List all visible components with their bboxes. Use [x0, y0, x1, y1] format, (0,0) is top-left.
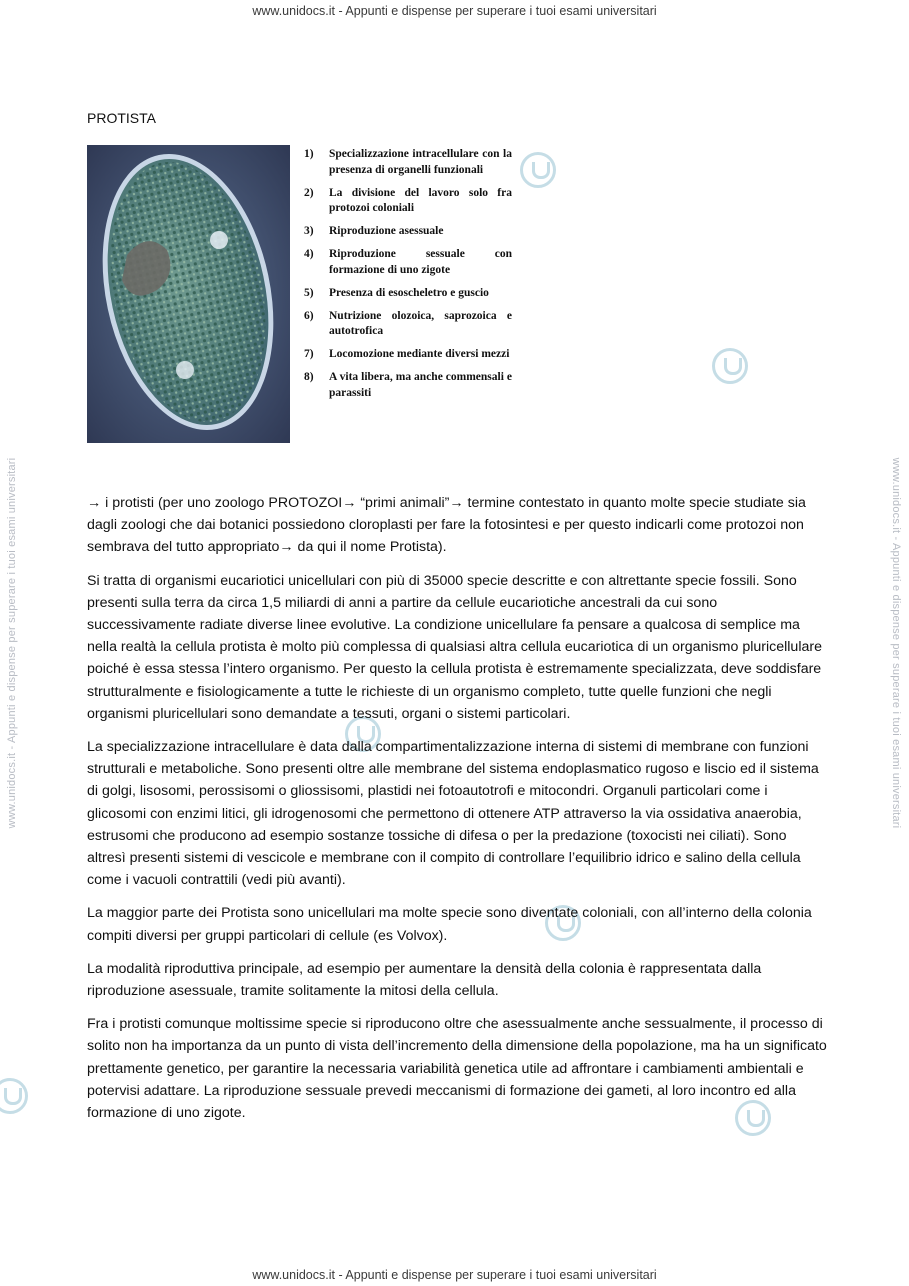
page-title: PROTISTA [87, 110, 156, 126]
left-side-watermark: www.unidocs.it - Appunti e dispense per superare i tuoi esami universitari [6, 457, 18, 829]
paragraph-intro: → i protisti (per uno zoologo PROTOZOI→ “primi animali”→ termine contestato in quanto molte specie studiate sia dagli zoologi che dai botanici possiedono cloroplasti per fare la fotosintesi e per questo indicarli come protozoi non sembrava del tutto appropriato→ da qui il nome Protista). [87, 495, 806, 556]
list-item-text: Riproduzione sessuale con formazione di uno zigote [329, 248, 512, 276]
right-side-watermark: www.unidocs.it - Appunti e dispense per superare i tuoi esami universitari [890, 457, 902, 829]
paragraph-overview: Si tratta di organismi eucariotici unicellulari con più di 35000 specie descritte e con altrettante specie fossili. Sono presenti sulla terra da circa 1,5 miliardi di anni a partire da cellule eucariotiche ancestrali da cui sono successivamente radiate diverse linee evolutive. La condizione unicellulare fa pensare a qualcosa di semplice ma nella realtà la cellula protista è molto più complessa di qualsiasi altra cellula eucariotica di un organismo pluricellulare poiché è essa stessa l’intero organismo. Per questo la cellula protista è estremamente specializzata, deve soddisfare strutturalmente e fisiologicamente a tutte le richieste di un organismo completo, tutte quelle funzioni che negli organismi pluricellulari sono demandate a tessuti, organi o sistemi particolari. [87, 572, 822, 722]
watermark-logo-icon [0, 1078, 28, 1114]
list-item-number: 8) [304, 371, 314, 383]
list-item-number: 3) [304, 225, 314, 237]
list-item-number: 2) [304, 186, 314, 199]
list-item-text: Specializzazione intracellulare con la presenza di organelli funzionali [329, 148, 512, 176]
header-watermark: www.unidocs.it - Appunti e dispense per superare i tuoi esami universitari [252, 4, 657, 18]
list-item [304, 186, 512, 217]
list-item-number: 1) [304, 148, 314, 160]
list-item-number: 7) [304, 348, 314, 360]
list-item [304, 370, 512, 401]
list-item-text: Riproduzione asessuale [329, 225, 444, 237]
footer-watermark: www.unidocs.it - Appunti e dispense per superare i tuoi esami universitari [252, 1268, 657, 1282]
list-item-number: 6) [304, 309, 314, 322]
list-item-text: Presenza di esoscheletro e guscio [329, 286, 489, 299]
list-item [304, 247, 512, 278]
list-item [304, 309, 512, 340]
watermark-logo-icon [520, 152, 556, 188]
list-item-text: Locomozione mediante diversi mezzi [329, 348, 510, 360]
list-item-number: 5) [304, 286, 314, 299]
list-item [304, 286, 512, 302]
watermark-logo-icon [712, 348, 748, 384]
body-text [87, 492, 827, 1135]
paragraph-asexual: La modalità riproduttiva principale, ad esempio per aumentare la densità della colonia è rappresentata dalla riproduzione asessuale, tramite solitamente la mitosi della cellula. [87, 960, 762, 1000]
list-item-text: A vita libera, ma anche commensali e parassiti [329, 371, 512, 399]
list-item-number: 4) [304, 248, 314, 260]
paragraph-sexual: Fra i protisti comunque moltissime specie si riproducono oltre che asessualmente anche sessualmente, il processo di solito non ha importanza da un punto di vista dell’incremento della dimensione della popolazione, ma ha un significato prettamente genetico, per garantire la necessaria variabilità genetica utile ad affrontare i cambiamenti ambientali e potervisi adattare. La riproduzione sessuale prevedi meccanismi di formazione dei gameti, al loro incontro ed alla formazione di uno zigote. [87, 1016, 827, 1122]
paragraph-colonial: La maggior parte dei Protista sono unicellulari ma molte specie sono diventate coloniali, con all’interno della colonia compiti diversi per gruppi particolari di cellule (es Volvox). [87, 905, 812, 944]
features-list [304, 147, 512, 409]
list-item [304, 347, 512, 363]
list-item-text: La divisione del lavoro solo fra protozoi coloniali [329, 186, 512, 214]
paragraph-specialization: La specializzazione intracellulare è data dalla compartimentalizzazione interna di sistemi di membrane con funzioni strutturali e metaboliche. Sono presenti oltre alle membrane del sistema endoplasmatico rugoso e liscio ed il sistema di golgi, lisosomi, perossisomi o gliossisomi, plastidi nei fotoautotrofi e mitocondri. Organuli particolari come i glicosomi con enzimi litici, gli idrogenosomi che permettono di ottenere ATP attraverso la via ossidativa anaerobia, estrusomi che producono ad esempio sostanze tossiche di difesa o per la predazione (toxocisti nei ciliati). Sono altresì presenti sistemi di vescicole e membrane con il compito di controllare l’equilibrio idrico e salino della cellula come i vacuoli contrattili (vedi più avanti). [87, 739, 819, 889]
paramecium-illustration [87, 145, 290, 443]
list-item-text: Nutrizione olozoica, saprozoica e autotrofica [329, 309, 512, 337]
paramecium-micrograph [87, 145, 290, 443]
list-item [304, 224, 512, 240]
list-item [304, 147, 512, 178]
